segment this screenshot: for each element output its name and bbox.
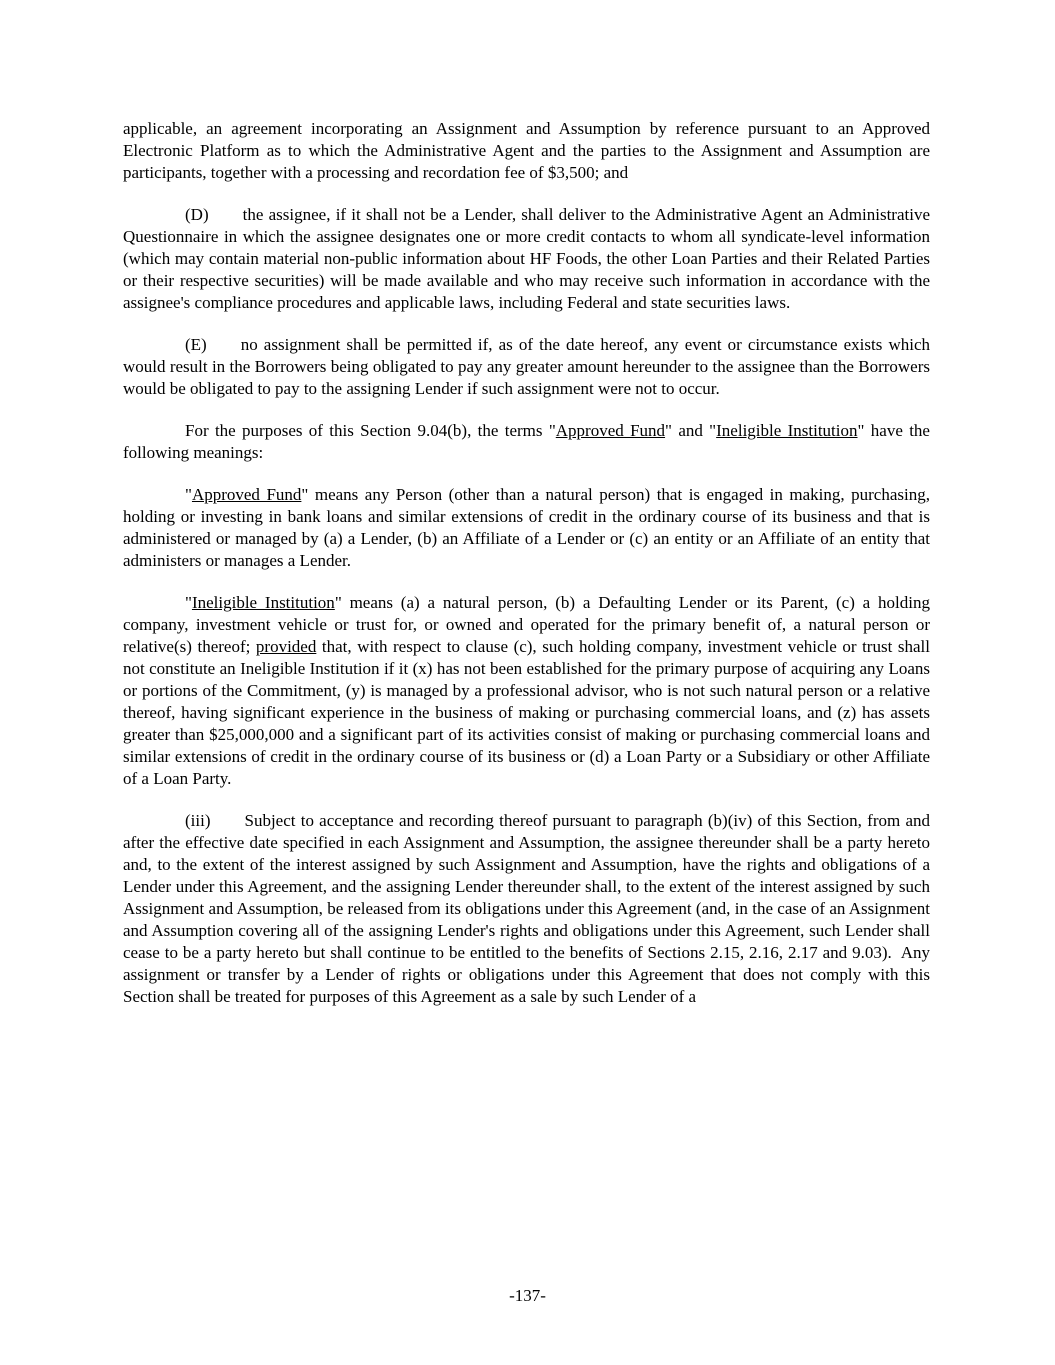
paragraph-definition-ineligible-institution: "Ineligible Institution" means (a) a natural person, (b) a Defaulting Lender or its Parent, (c) a holding company, investment vehicle or trust for, or owned and operated for the primary benefit of, a natural person or relative(s) thereof; provided that, with respect to clause (c), such holding company, investment vehicle or trust shall not constitute an Ineligible Institution if it (x) has not been established for the primary purpose of acquiring any Loans or portions of the Commitment, (y) is managed by a professional advisor, who is not such natural person or a relative thereof, having significant experience in the business of making or purchasing commercial loans, and (z) has assets greater than $25,000,000 and a significant part of its activities consist of making or purchasing commercial loans and similar extensions of credit in the ordinary course of its business or (d) a Loan Party or a Subsidiary or other Affiliate of a Loan Party.: [123, 593, 930, 788]
paragraph-clause-continuation: applicable, an agreement incorporating an Assignment and Assumption by reference pursuant to an Approved Electronic Platform as to which the Administrative Agent and the parties to the Assignment and Assumption are participants, together with a processing and recordation fee of $3,500; and: [123, 119, 930, 182]
paragraph-clause-iii: (iii) Subject to acceptance and recording thereof pursuant to paragraph (b)(iv) of this Section, from and after the effective date specified in each Assignment and Assumption, the assignee thereunder shall be a party hereto and, to the extent of the interest assigned by such Assignment and Assumption, have the rights and obligations of a Lender under this Agreement, and the assigning Lender thereunder shall, to the extent of the interest assigned by such Assignment and Assumption, be released from its obligations under this Agreement (and, in the case of an Assignment and Assumption covering all of the assigning Lender's rights and obligations under this Agreement, such Lender shall cease to be a party hereto but shall continue to be entitled to the benefits of Sections 2.15, 2.16, 2.17 and 9.03). Any assignment or transfer by a Lender of rights or obligations under this Agreement that does not comply with this Section shall be treated for purposes of this Agreement as a sale by such Lender of a: [123, 811, 930, 1006]
document-body: [123, 118, 930, 1008]
paragraph-clause-e: (E) no assignment shall be permitted if, as of the date hereof, any event or circumstance exists which would result in the Borrowers being obligated to pay any greater amount hereunder to the assignee than the Borrowers would be obligated to pay to the assigning Lender if such assignment were not to occur.: [123, 335, 930, 398]
paragraph-definition-approved-fund: "Approved Fund" means any Person (other than a natural person) that is engaged in making, purchasing, holding or investing in bank loans and similar extensions of credit in the ordinary course of its business and that is administered or managed by (a) a Lender, (b) an Affiliate of a Lender or (c) an entity or an Affiliate of an entity that administers or manages a Lender.: [123, 485, 930, 570]
paragraph-clause-d: (D) the assignee, if it shall not be a Lender, shall deliver to the Administrative Agent an Administrative Questionnaire in which the assignee designates one or more credit contacts to whom all syndicate-level information (which may contain material non-public information about HF Foods, the other Loan Parties and their Related Parties or their respective securities) will be made available and who may receive such information in accordance with the assignee's compliance procedures and applicable laws, including Federal and state securities laws.: [123, 205, 930, 312]
page-number: -137-: [509, 1286, 546, 1305]
paragraph-definitions-intro: For the purposes of this Section 9.04(b), the terms "Approved Fund" and "Ineligible Institution" have the following meanings:: [123, 421, 930, 462]
